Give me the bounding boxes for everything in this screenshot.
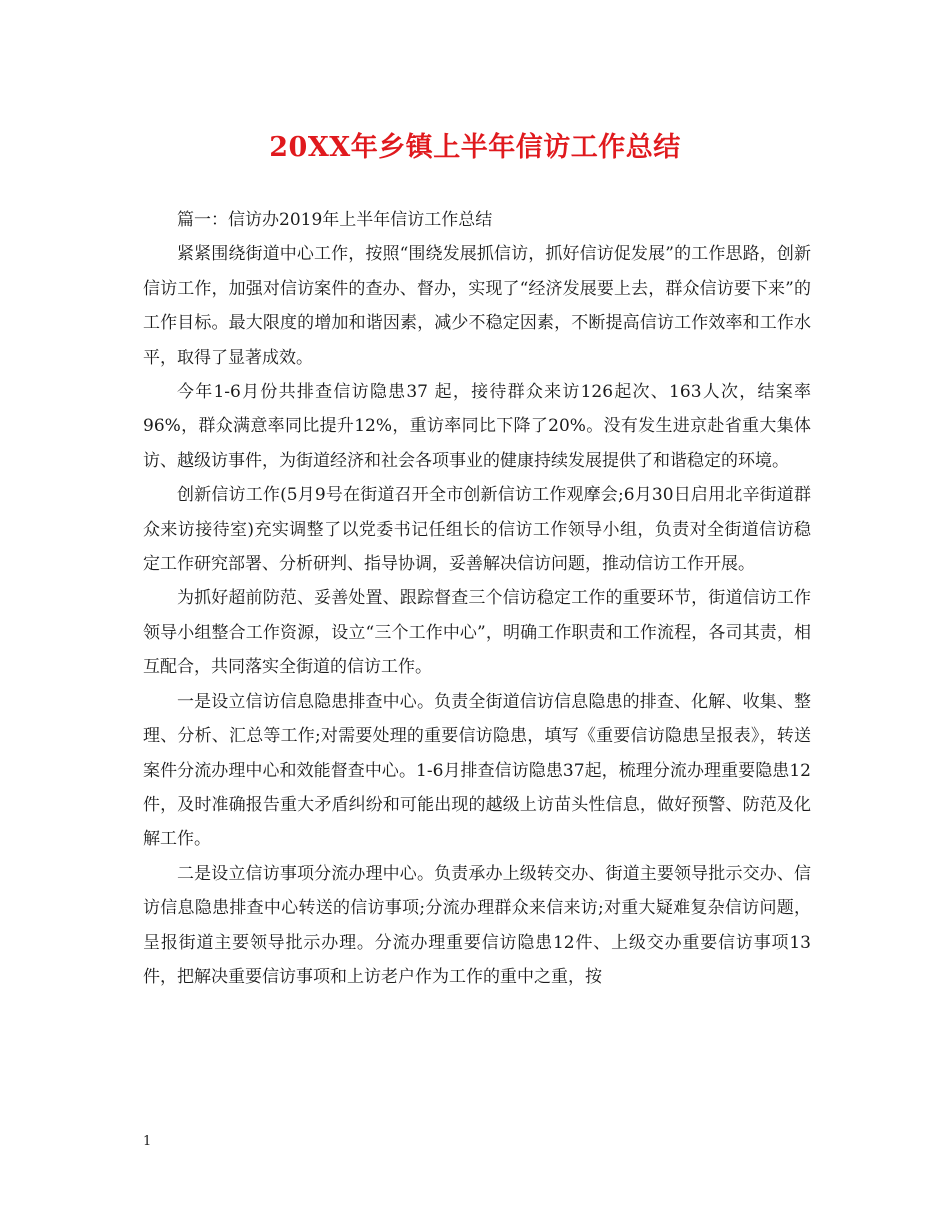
paragraph-statistics: 今年1-6月份共排查信访隐患37 起，接待群众来访126起次、163人次，结案率96%，群众满意率同比提升12%，重访率同比下降了20%。没有发生进京赴省重大集体访、越级访事件，为街道经济和社会各项事业的健康持续发展提供了和谐稳定的环境。 <box>143 382 811 471</box>
paragraph-center-one: 一是设立信访信息隐患排查中心。负责全街道信访信息隐患的排查、化解、收集、整理、分析、汇总等工作;对需要处理的重要信访隐患，填写《重要信访隐患呈报表》，转送案件分流办理中心和效能督查中心。1-6月排查信访隐患37起，梳理分流办理重要隐患12件，及时准确报告重大矛盾纠纷和可能出现的越级上访苗头性信息，做好预警、防范及化解工作。 <box>143 691 811 850</box>
paragraph-center-two: 二是设立信访事项分流办理中心。负责承办上级转交办、街道主要领导批示交办、信访信息隐患排查中心转送的信访事项;分流办理群众来信来访;对重大疑难复杂信访问题，呈报街道主要领导批示办理。分流办理重要信访隐患12件、上级交办重要信访事项13件，把解决重要信访事项和上访老户作为工作的重中之重，按 <box>143 863 811 987</box>
paragraph-three-centers: 为抓好超前防范、妥善处置、跟踪督查三个信访稳定工作的重要环节，街道信访工作领导小组整合工作资源，设立“三个工作中心”，明确工作职责和工作流程，各司其责，相互配合，共同落实全街道的信访工作。 <box>143 588 811 678</box>
document-body <box>143 203 811 994</box>
page-number: 1 <box>143 1134 152 1149</box>
paragraph-subtitle: 篇一：信访办2019年上半年信访工作总结 <box>177 210 493 230</box>
paragraph-innovation: 创新信访工作(5月9号在街道召开全市创新信访工作观摩会;6月30日启用北辛街道群众来访接待室)充实调整了以党委书记任组长的信访工作领导小组，负责对全街道信访稳定工作研究部署、分析研判、指导协调，妥善解决信访问题，推动信访工作开展。 <box>143 485 811 575</box>
document-title: 20XX年乡镇上半年信访工作总结 <box>269 132 681 163</box>
paragraph-intro: 紧紧围绕街道中心工作，按照“围绕发展抓信访，抓好信访促发展”的工作思路，创新信访工作，加强对信访案件的查办、督办，实现了“经济发展要上去，群众信访要下来”的工作目标。最大限度的增加和谐因素，减少不稳定因素，不断提高信访工作效率和工作水平，取得了显著成效。 <box>143 244 811 368</box>
